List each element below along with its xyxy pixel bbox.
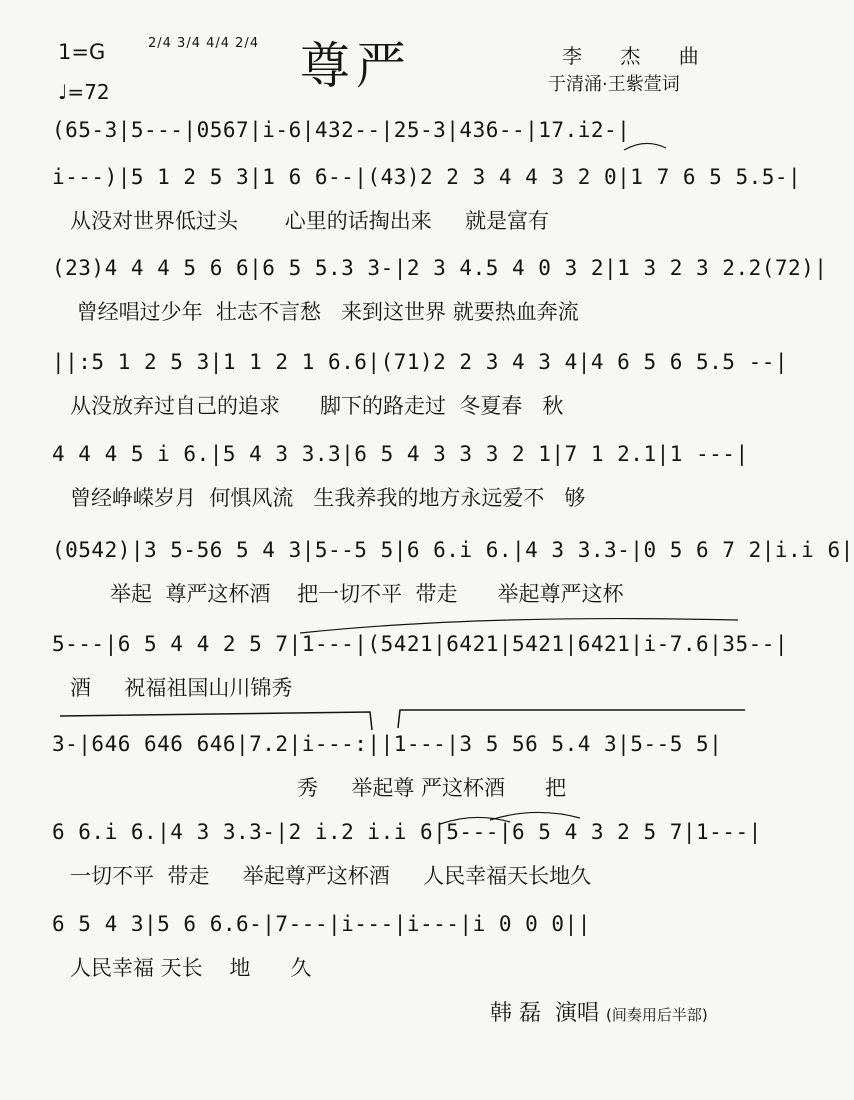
first-ending-bracket: [60, 712, 372, 730]
notation: ||:5 1 2 5 3|1 1 2 1 6.6|(71)2 2 3 4 3 4|4 6 5 6 5.5 --|: [52, 350, 789, 374]
ending-arc: [300, 619, 738, 633]
notation: i---)|5 1 2 5 3|1 6 6--|(43)2 2 3 4 4 3 2 0|1 7 6 5 5.5-|: [52, 165, 802, 189]
phrase-slur: [624, 143, 666, 150]
second-ending-bracket: [398, 710, 745, 728]
lyrics: 曾经唱过少年 壮志不言愁 来到这世界 就要热血奔流: [70, 300, 579, 324]
notation: (23)4 4 4 5 6 6|6 5 5.3 3-|2 3 4.5 4 0 3 2|1 3 2 3 2.2(72)|: [52, 256, 828, 280]
notation: 4 4 4 5 i 6.|5 4 3 3.3|6 5 4 3 3 3 2 1|7 1 2.1|1 ---|: [52, 442, 749, 466]
lyrics: 从没对世界低过头 心里的话掏出来 就是富有: [70, 209, 550, 233]
notation: (65-3|5---|0567|i-6|432--|25-3|436--|17.i2-|: [52, 118, 631, 142]
time-signature: 2/4 3/4 4/4 2/4: [148, 36, 260, 51]
lyrics: 曾经峥嵘岁月 何惧风流 生我养我的地方永远爱不 够: [70, 486, 586, 510]
lyrics: 举起 尊严这杯酒 把一切不平 带走 举起尊严这杯: [70, 582, 624, 606]
lyrics: 从没放弃过自己的追求 脚下的路走过 冬夏春 秋: [70, 394, 564, 418]
key-signature: 1=G: [58, 40, 106, 64]
interlude-note: (间奏用后半部): [605, 1006, 708, 1024]
lyricist-credit: 于清涌·王紫萱词: [548, 74, 680, 95]
lyrics: 秀 举起尊 严这杯酒 把: [70, 776, 567, 800]
performer-credit: [490, 996, 708, 1027]
notation: 6 5 4 3|5 6 6.6-|7---|i---|i---|i 0 0 0||: [52, 912, 591, 936]
notation: 3-|646 646 646|7.2|i---:||1---|3 5 56 5.4 3|5--5 5|: [52, 732, 723, 756]
notation: (0542)|3 5-56 5 4 3|5--5 5|6 6.i 6.|4 3 3.3-|0 5 6 7 2|i.i 6|: [52, 538, 854, 562]
notation: 5---|6 5 4 4 2 5 7|1---|(5421|6421|5421|6421|i-7.6|35--|: [52, 632, 789, 656]
phrase-slur: [490, 812, 580, 820]
song-title: 尊严: [300, 37, 412, 95]
lyrics: 人民幸福 天长 地 久: [70, 956, 312, 980]
notation: 6 6.i 6.|4 3 3.3-|2 i.2 i.i 6|5---|6 5 4 3 2 5 7|1---|: [52, 820, 762, 844]
composer-credit: 李 杰 曲: [562, 44, 715, 68]
singer-credit: 韩 磊 演唱: [490, 1001, 599, 1026]
tempo-marking: ♩=72: [58, 80, 110, 104]
lyrics: 酒 祝福祖国山川锦秀: [70, 676, 293, 700]
lyrics: 一切不平 带走 举起尊严这杯酒 人民幸福天长地久: [70, 864, 592, 888]
